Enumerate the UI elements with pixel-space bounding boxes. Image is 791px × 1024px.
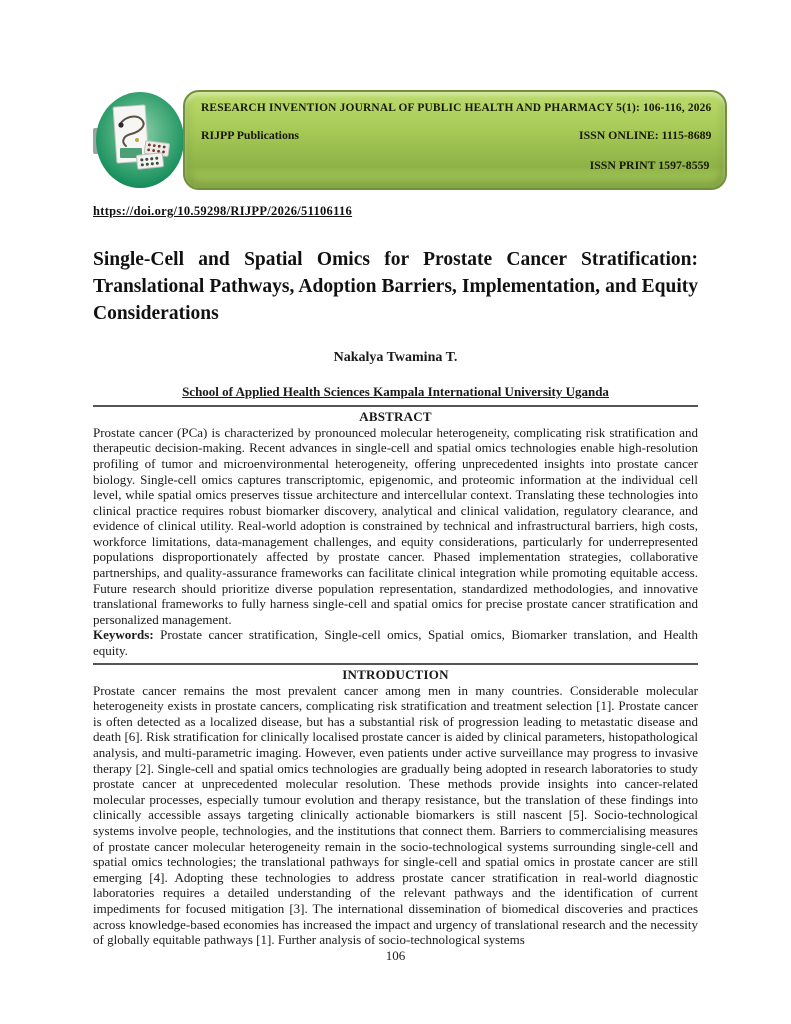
- keywords-text: Prostate cancer stratification, Single-cell omics, Spatial omics, Biomarker translation, and Health equity.: [93, 627, 698, 659]
- keywords-label: Keywords:: [93, 627, 154, 643]
- author-name: Nakalya Twamina T.: [333, 349, 458, 365]
- abstract-text: Prostate cancer (PCa) is characterized by pronounced molecular heterogeneity, complicating risk stratification and therapeutic decision-making. Recent advances in single-cell and spatial omics technologies enable high-resolution profiling of tumor and microenvironmental heterogeneity, offering unprecedented insights into prostate cancer biology. Single-cell omics captures transcriptomic, epigenomic, and proteomic information at the individual cell level, while spatial omics preserves tissue architecture and intercellular context. Translating these technologies into clinical practice requires robust biomarker discovery, analytical and clinical validation, regulatory clearance, and evidence of clinical utility. Real-world adoption is constrained by technical and infrastructural barriers, high costs, workforce limitations, data-management challenges, and equity considerations, particularly for underrepresented populations disproportionately affected by prostate cancer. Phased implementation strategies, collaborative partnerships, and quality-assurance frameworks can facilitate clinical integration while promoting equitable access. Future research should prioritize diverse population representation, standardized methodologies, and innovative translational frameworks to fully harness single-cell and spatial omics for precise prostate cancer stratification and personalized management.: [93, 424, 698, 627]
- page-number: 106: [385, 948, 406, 963]
- article-title: Single-Cell and Spatial Omics for Prostate Cancer Stratification: Translational Pathways, Adoption Barriers, Implementation, and Equity Considerations: [93, 249, 698, 324]
- doi-link[interactable]: https://doi.org/10.59298/RIJPP/2026/51106116: [93, 204, 353, 218]
- keywords-line: [93, 627, 698, 658]
- banner-publisher: RIJPP Publications: [201, 128, 299, 142]
- section-divider-top: [93, 405, 698, 407]
- introduction-heading: INTRODUCTION: [342, 666, 449, 682]
- journal-logo: [93, 90, 185, 190]
- banner-issn-online: ISSN ONLINE: 1115-8689: [578, 128, 712, 142]
- abstract-heading: ABSTRACT: [359, 408, 432, 424]
- introduction-text: Prostate cancer remains the most prevalent cancer among men in many countries. Considerable molecular heterogeneity exists in prostate cancers, complicating risk stratification and treatment selection [1]. Prostate cancer is often detected as a localized disease, but has a substantial risk of progression leading to metastatic disease and death [6]. Risk stratification for clinically localised prostate cancer is aided by clinical parameters, histopathological analysis, and multi-parametric imaging. However, even patients under active surveillance may progress to invasive therapy [2]. Single-cell and spatial omics technologies are gradually being adopted in research laboratories to study prostate cancer at unprecedented molecular resolution. These methods provide insights into cancer-related molecular processes, especially tumour evolution and therapy resistance, but the translation of these findings into clinically accessible assays targeting clinically actionable biomarkers is still nascent [5]. Socio-technological systems involve people, technologies, and the institutions that connect them. Barriers to commercialising measures of prostate cancer molecular heterogeneity remain in the socio-technological systems surrounding single-cell and spatial omics technologies; the translational pathways for single-cell and spatial omics in prostate cancer are still emerging [4]. Adopting these technologies to address prostate cancer stratification in real-world diagnostic laboratories requires a detailed understanding of the relevant pathways and the identification of current impediments for focused mitigation [3]. The international dissemination of biomedical discoveries and practices across knowledge-based economies has increased the impact and urgency of translational research and the necessity of globally equitable pathways [1]. Further analysis of socio-technological systems: [93, 682, 698, 948]
- journal-banner: [183, 90, 727, 190]
- doi-row: [93, 202, 698, 220]
- journal-logo-image: [93, 90, 185, 190]
- affiliation: School of Applied Health Sciences Kampala International University Uganda: [182, 383, 609, 399]
- banner-journal-title: RESEARCH INVENTION JOURNAL OF PUBLIC HEALTH AND PHARMACY 5(1): 106-116, 2026: [201, 102, 712, 114]
- banner-issn-print: ISSN PRINT 1597-8559: [589, 158, 710, 172]
- section-divider-middle: [93, 663, 698, 665]
- journal-header: [93, 90, 712, 190]
